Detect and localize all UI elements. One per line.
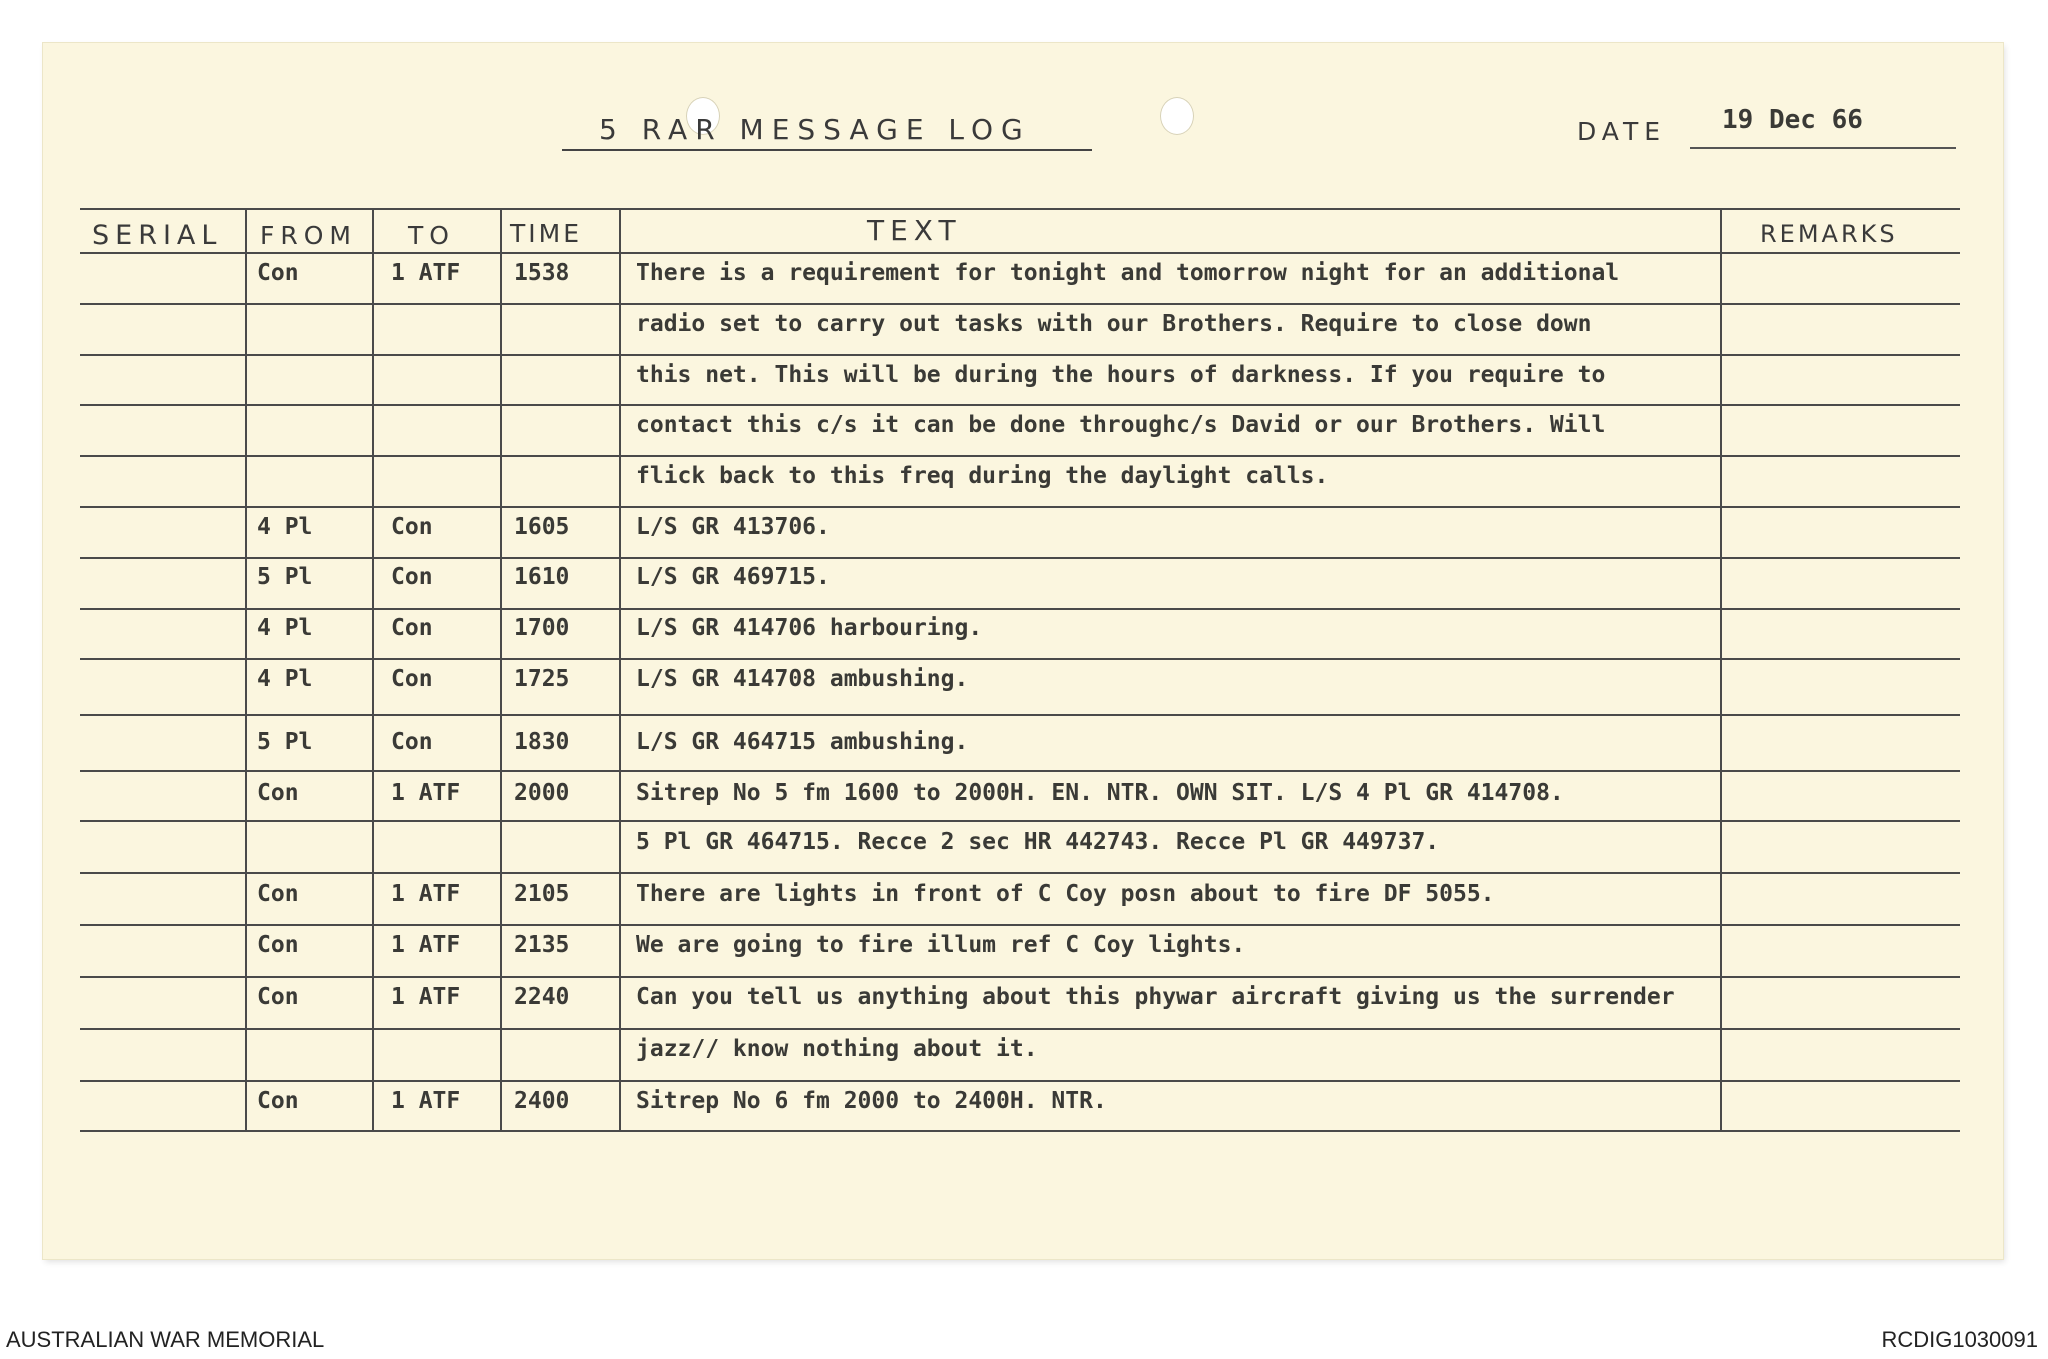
cell-from: Con (257, 881, 299, 907)
footer-source: AUSTRALIAN WAR MEMORIAL (6, 1327, 325, 1352)
cell-to: 1 ATF (391, 780, 461, 806)
cell-text: L/S GR 464715 ambushing. (636, 729, 969, 755)
cell-from: 4 Pl (257, 514, 313, 540)
row-rule (80, 1130, 1960, 1132)
cell-time: 2000 (514, 780, 570, 806)
cell-text: this net. This will be during the hours of darkness. If you require to (636, 362, 1606, 388)
cell-to: Con (391, 564, 433, 590)
cell-from: 4 Pl (257, 666, 313, 692)
cell-text: L/S GR 414708 ambushing. (636, 666, 969, 692)
date-underline (1690, 147, 1956, 149)
row-rule (80, 506, 1960, 508)
cell-text: jazz// know nothing about it. (636, 1036, 1038, 1062)
row-rule (80, 976, 1960, 978)
cell-text: Can you tell us anything about this phywar aircraft giving us the surrender (636, 984, 1675, 1010)
cell-from: 5 Pl (257, 564, 313, 590)
row-rule (80, 924, 1960, 926)
cell-text: L/S GR 413706. (636, 514, 830, 540)
punch-hole-right (1160, 97, 1194, 135)
row-rule (80, 354, 1960, 356)
cell-to: 1 ATF (391, 1088, 461, 1114)
cell-time: 2400 (514, 1088, 570, 1114)
cell-time: 1605 (514, 514, 570, 540)
row-rule (80, 252, 1960, 254)
row-rule (80, 208, 1960, 210)
row-rule (80, 557, 1960, 559)
row-rule (80, 770, 1960, 772)
header-from: FROM (260, 221, 357, 250)
cell-to: 1 ATF (391, 881, 461, 907)
cell-time: 2135 (514, 932, 570, 958)
row-rule (80, 820, 1960, 822)
footer-reference: RCDIG1030091 (1881, 1327, 2038, 1352)
cell-to: Con (391, 729, 433, 755)
row-rule (80, 1028, 1960, 1030)
page-title: 5 RAR MESSAGE LOG (599, 113, 1031, 146)
cell-time: 1700 (514, 615, 570, 641)
cell-text: There are lights in front of C Coy posn about to fire DF 5055. (636, 881, 1495, 907)
row-rule (80, 872, 1960, 874)
row-rule (80, 455, 1960, 457)
cell-text: We are going to fire illum ref C Coy lights. (636, 932, 1246, 958)
cell-from: Con (257, 780, 299, 806)
cell-to: Con (391, 666, 433, 692)
cell-to: 1 ATF (391, 260, 461, 286)
cell-to: 1 ATF (391, 932, 461, 958)
cell-from: Con (257, 260, 299, 286)
cell-text: L/S GR 414706 harbouring. (636, 615, 983, 641)
cell-to: Con (391, 615, 433, 641)
cell-from: Con (257, 932, 299, 958)
cell-time: 1725 (514, 666, 570, 692)
header-time: TIME (510, 219, 583, 248)
cell-from: Con (257, 1088, 299, 1114)
cell-time: 2105 (514, 881, 570, 907)
header-serial: SERIAL (92, 220, 223, 251)
cell-from: Con (257, 984, 299, 1010)
cell-text: contact this c/s it can be done throughc/s David or our Brothers. Will (636, 412, 1606, 438)
cell-time: 1538 (514, 260, 570, 286)
row-rule (80, 658, 1960, 660)
cell-text: 5 Pl GR 464715. Recce 2 sec HR 442743. Recce Pl GR 449737. (636, 829, 1440, 855)
row-rule (80, 714, 1960, 716)
cell-time: 2240 (514, 984, 570, 1010)
cell-text: flick back to this freq during the daylight calls. (636, 463, 1329, 489)
column-rule-from-to (372, 208, 374, 1130)
cell-text: Sitrep No 5 fm 1600 to 2000H. EN. NTR. OWN SIT. L/S 4 Pl GR 414708. (636, 780, 1564, 806)
row-rule (80, 303, 1960, 305)
row-rule (80, 404, 1960, 406)
column-rule-serial-from (245, 208, 247, 1130)
header-to: TO (408, 221, 455, 250)
cell-to: Con (391, 514, 433, 540)
row-rule (80, 1080, 1960, 1082)
cell-text: L/S GR 469715. (636, 564, 830, 590)
column-rule-time-text (619, 208, 621, 1130)
header-text: TEXT (867, 214, 962, 247)
cell-time: 1610 (514, 564, 570, 590)
cell-to: 1 ATF (391, 984, 461, 1010)
row-rule (80, 608, 1960, 610)
column-rule-text-remarks (1720, 208, 1722, 1130)
column-rule-to-time (500, 208, 502, 1130)
date-value: 19 Dec 66 (1722, 105, 1863, 135)
cell-text: Sitrep No 6 fm 2000 to 2400H. NTR. (636, 1088, 1107, 1114)
date-label: DATE (1577, 117, 1667, 146)
cell-text: There is a requirement for tonight and tomorrow night for an additional (636, 260, 1620, 286)
cell-from: 4 Pl (257, 615, 313, 641)
title-underline (562, 149, 1092, 151)
header-remarks: REMARKS (1760, 220, 1898, 248)
cell-from: 5 Pl (257, 729, 313, 755)
cell-time: 1830 (514, 729, 570, 755)
cell-text: radio set to carry out tasks with our Brothers. Require to close down (636, 311, 1592, 337)
